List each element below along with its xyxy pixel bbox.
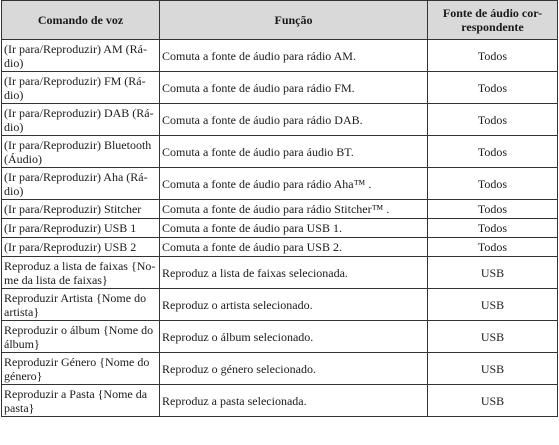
- audio-source-cell: Todos: [428, 40, 558, 72]
- function-cell: Comuta a fonte de áudio para USB 1.: [160, 219, 428, 238]
- voice-command-cell: Reproduzir o álbum {Nome do álbum}: [2, 321, 160, 353]
- voice-command-cell: (Ir para/Reproduzir) AM (Rá- dio): [2, 40, 160, 72]
- voice-command-cell: (Ir para/Reproduzir) FM (Rá- dio): [2, 72, 160, 104]
- function-cell: Reproduz a pasta selecionada.: [160, 385, 428, 417]
- audio-source-cell: USB: [428, 385, 558, 417]
- table-row: [2, 385, 558, 417]
- audio-source-cell: Todos: [428, 219, 558, 238]
- voice-command-cell: (Ir para/Reproduzir) USB 1: [2, 219, 160, 238]
- audio-source-cell: Todos: [428, 168, 558, 200]
- voice-command-table: [1, 0, 558, 417]
- table-row: [2, 353, 558, 385]
- voice-command-cell: (Ir para/Reproduzir) Bluetooth (Áudio): [2, 136, 160, 168]
- function-cell: Comuta a fonte de áudio para USB 2.: [160, 238, 428, 257]
- voice-command-cell: (Ir para/Reproduzir) Stitcher: [2, 200, 160, 219]
- function-cell: Reproduz a lista de faixas selecionada.: [160, 257, 428, 289]
- voice-command-cell: (Ir para/Reproduzir) DAB (Rá- dio): [2, 104, 160, 136]
- audio-source-cell: Todos: [428, 238, 558, 257]
- table-row: [2, 219, 558, 238]
- table-row: [2, 321, 558, 353]
- voice-command-cell: (Ir para/Reproduzir) Aha (Rá- dio): [2, 168, 160, 200]
- table-row: [2, 40, 558, 72]
- voice-command-cell: Reproduzir Artista {Nome do artista}: [2, 289, 160, 321]
- function-cell: Comuta a fonte de áudio para rádio Aha™ .: [160, 168, 428, 200]
- audio-source-cell: Todos: [428, 200, 558, 219]
- audio-source-cell: Todos: [428, 136, 558, 168]
- function-cell: Comuta a fonte de áudio para rádio DAB.: [160, 104, 428, 136]
- audio-source-cell: USB: [428, 353, 558, 385]
- function-cell: Reproduz o artista selecionado.: [160, 289, 428, 321]
- table-row: [2, 257, 558, 289]
- audio-source-cell: Todos: [428, 104, 558, 136]
- table-row: [2, 136, 558, 168]
- voice-command-cell: Reproduzir Género {Nome do género}: [2, 353, 160, 385]
- header-function: Função: [160, 1, 428, 40]
- header-audio-source: Fonte de áudio cor- respondente: [428, 1, 558, 40]
- function-cell: Comuta a fonte de áudio para rádio FM.: [160, 72, 428, 104]
- table-row: [2, 72, 558, 104]
- audio-source-cell: USB: [428, 257, 558, 289]
- function-cell: Reproduz o álbum selecionado.: [160, 321, 428, 353]
- function-cell: Reproduz o género selecionado.: [160, 353, 428, 385]
- audio-source-cell: Todos: [428, 72, 558, 104]
- table-row: [2, 238, 558, 257]
- table-row: [2, 104, 558, 136]
- voice-command-cell: (Ir para/Reproduzir) USB 2: [2, 238, 160, 257]
- voice-command-cell: Reproduzir a Pasta {Nome da pasta}: [2, 385, 160, 417]
- table-row: [2, 168, 558, 200]
- table-row: [2, 200, 558, 219]
- function-cell: Comuta a fonte de áudio para áudio BT.: [160, 136, 428, 168]
- table-row: [2, 289, 558, 321]
- voice-command-cell: Reproduz a lista de faixas {No- me da lista de faixas}: [2, 257, 160, 289]
- function-cell: Comuta a fonte de áudio para rádio AM.: [160, 40, 428, 72]
- table-header-row: [2, 1, 558, 40]
- header-voice-command: Comando de voz: [2, 1, 160, 40]
- function-cell: Comuta a fonte de áudio para rádio Stitcher™ .: [160, 200, 428, 219]
- audio-source-cell: USB: [428, 321, 558, 353]
- audio-source-cell: USB: [428, 289, 558, 321]
